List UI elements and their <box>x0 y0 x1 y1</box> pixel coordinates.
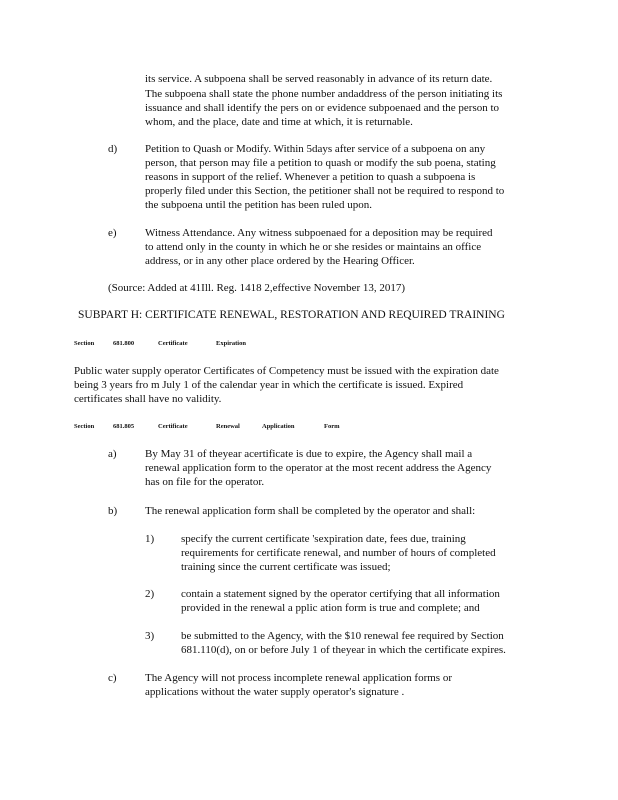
text-line: address, or in any other place ordered by the Hearing Officer. <box>145 255 415 267</box>
text-line: person, that person may file a petition to quash or modify the sub poena, stating <box>145 157 496 169</box>
text-line: be submitted to the Agency, with the $10 renewal fee required by Section <box>181 630 504 642</box>
list-marker: b) <box>108 505 118 517</box>
sub-list-marker: 3) <box>145 630 155 642</box>
text-line: The Agency will not process incomplete renewal application forms or <box>145 672 452 684</box>
section-label: Section <box>74 423 95 430</box>
text-line: being 3 years fro m July 1 of the calendar year in which the certificate is issued. Expired <box>74 379 464 391</box>
section-title-word: Form <box>324 423 340 430</box>
list-marker: d) <box>108 143 118 155</box>
section-label: Section <box>74 340 95 347</box>
text-line: contain a statement signed by the operator certifying that all information <box>181 588 500 600</box>
text-line: reasons in support of the relief. Whenever a petition to quash a subpoena is <box>145 171 476 183</box>
text-line: issuance and shall identify the pers on or evidence subpoenaed and the person to <box>145 102 500 114</box>
subpart-heading: SUBPART H: CERTIFICATE RENEWAL, RESTORATION AND REQUIRED TRAINING <box>78 309 505 321</box>
text-line: The subpoena shall state the phone number andaddress of the person initiating its <box>145 88 503 100</box>
text-line: Public water supply operator Certificates of Competency must be issued with the expiration date <box>74 365 499 377</box>
text-line: provided in the renewal a pplic ation form is true and complete; and <box>181 602 480 614</box>
list-marker: a) <box>108 448 117 460</box>
text-line: training since the current certificate was issued; <box>181 561 391 573</box>
list-marker: e) <box>108 227 117 239</box>
text-line: The renewal application form shall be completed by the operator and shall: <box>145 505 476 517</box>
source-note: (Source: Added at 41Ill. Reg. 1418 2,effective November 13, 2017) <box>108 282 406 294</box>
text-line: the subpoena until the petition has been ruled upon. <box>145 199 372 211</box>
text-line: Witness Attendance. Any witness subpoenaed for a deposition may be required <box>145 227 493 239</box>
text-line: applications without the water supply operator's signature . <box>145 686 405 698</box>
text-line: 681.110(d), on or before July 1 of theyear in which the certificate expires. <box>181 644 506 656</box>
section-title-word: Application <box>262 423 295 430</box>
section-number: 681.805 <box>113 423 135 430</box>
text-line: to attend only in the county in which he or she resides or maintains an office <box>145 241 482 253</box>
list-marker: c) <box>108 672 117 684</box>
text-line: requirements for certificate renewal, and number of hours of completed <box>181 547 496 559</box>
text-line: properly filed under this Section, the petitioner shall not be required to respond to <box>145 185 505 197</box>
text-line: its service. A subpoena shall be served reasonably in advance of its return date. <box>145 73 493 85</box>
text-line: By May 31 of theyear acertificate is due to expire, the Agency shall mail a <box>145 448 473 460</box>
section-title-word: Certificate <box>158 423 188 430</box>
text-line: certificates shall have no validity. <box>74 393 222 405</box>
text-line: specify the current certificate 'sexpiration date, fees due, training <box>181 533 466 545</box>
section-title-word: Renewal <box>216 423 240 430</box>
text-line: has on file for the operator. <box>145 476 265 488</box>
section-title-word: Expiration <box>216 340 246 347</box>
text-line: whom, and the place, date and time at which, it is returnable. <box>145 116 413 128</box>
text-line: Petition to Quash or Modify. Within 5days after service of a subpoena on any <box>145 143 486 155</box>
section-number: 681.800 <box>113 340 135 347</box>
sub-list-marker: 2) <box>145 588 155 600</box>
sub-list-marker: 1) <box>145 533 155 545</box>
text-line: renewal application form to the operator at the most recent address the Agency <box>145 462 492 474</box>
section-title-word: Certificate <box>158 340 188 347</box>
